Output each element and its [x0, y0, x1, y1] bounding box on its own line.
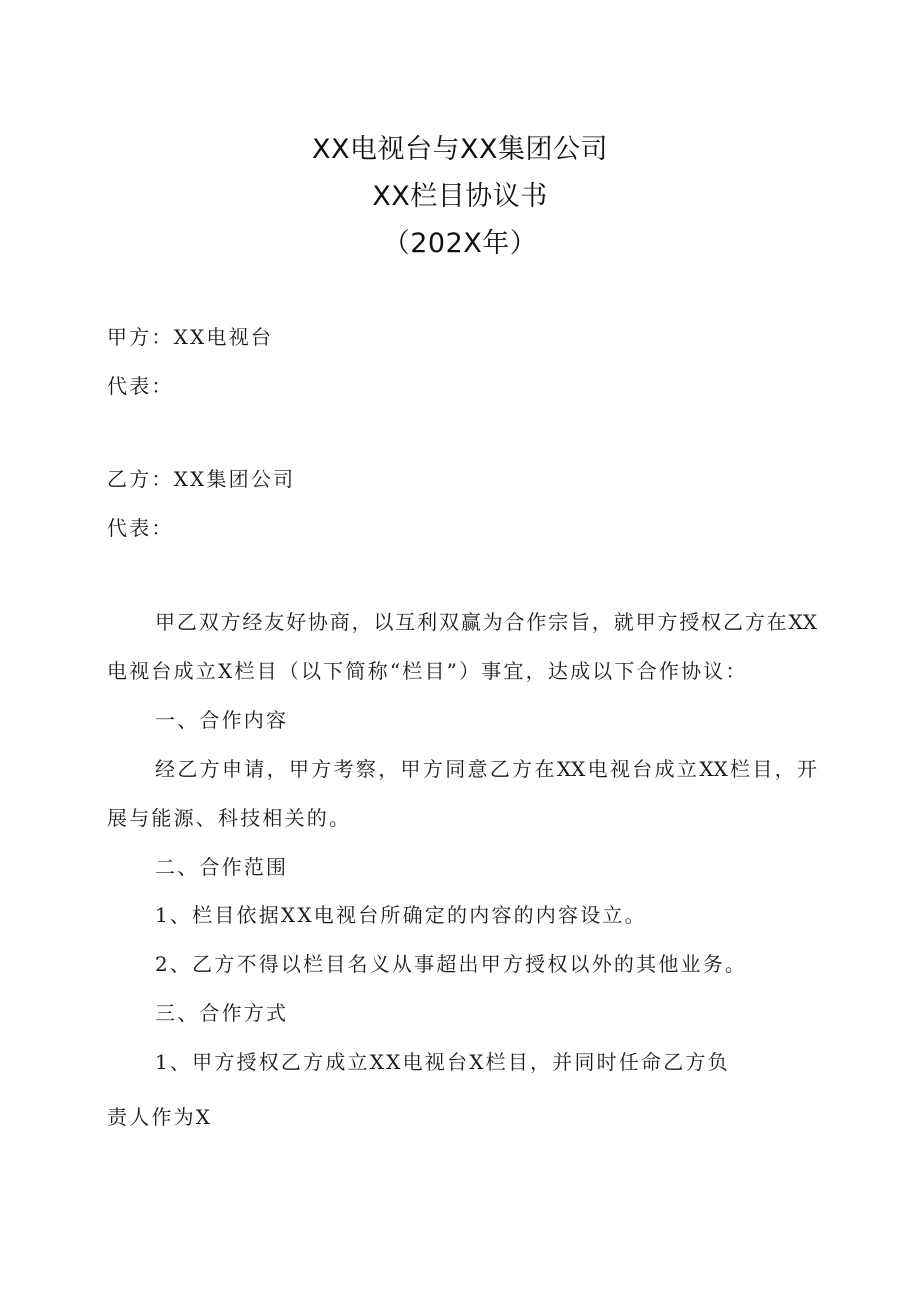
party-b-name: 乙方：XX集团公司 [107, 467, 296, 491]
document-title-line-2: XX栏目协议书 [372, 181, 548, 212]
section-3-item-1-line-2: 责人作为X [107, 1105, 213, 1129]
party-a-name: 甲方：XX电视台 [107, 325, 274, 349]
section-1-heading: 一、合作内容 [155, 708, 289, 732]
section-2-item-2: 2、乙方不得以栏目名义从事超出甲方授权以外的其他业务。 [155, 952, 748, 976]
party-a-representative: 代表： [107, 374, 174, 398]
section-3-item-1-line-1: 1、甲方授权乙方成立XX电视台X栏目，并同时任命乙方负 [155, 1050, 730, 1074]
document-title-line-1: XX电视台与XX集团公司 [312, 134, 608, 165]
party-b-representative: 代表： [107, 516, 174, 540]
document-title-year: （202X年） [382, 228, 538, 259]
section-1-paragraph-line-2: 展与能源、科技相关的。 [107, 806, 352, 830]
intro-paragraph-line-1: 甲乙双方经友好协商，以互利双赢为合作宗旨，就甲方授权乙方在XX [155, 610, 817, 634]
intro-paragraph-line-2: 电视台成立X栏目（以下简称“栏目”）事宜，达成以下合作协议： [107, 659, 748, 683]
section-2-item-1: 1、栏目依据XX电视台所确定的内容的内容设立。 [155, 903, 647, 927]
section-1-paragraph-line-1: 经乙方申请，甲方考察，甲方同意乙方在XX电视台成立XX栏目，开 [155, 757, 817, 781]
section-3-heading: 三、合作方式 [155, 1001, 289, 1025]
section-2-heading: 二、合作范围 [155, 855, 289, 879]
